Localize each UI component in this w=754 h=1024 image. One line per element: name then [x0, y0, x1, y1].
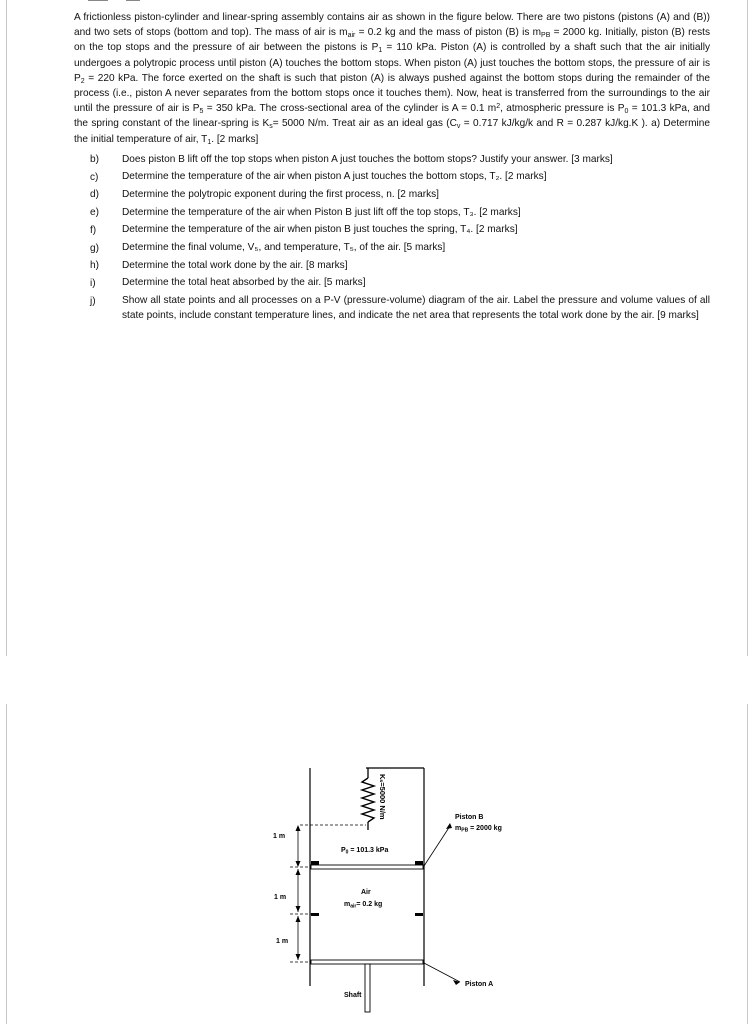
linear-spring — [362, 768, 374, 830]
top-stop-left — [311, 861, 319, 865]
piston-b — [311, 865, 423, 869]
bottom-stop-right — [415, 913, 423, 916]
part-label: c) — [90, 171, 99, 183]
part-text: Determine the temperature of the air when piston B just touches the spring, T₄. [2 marks] — [122, 224, 518, 236]
dimension-label-middle: 1 m — [274, 894, 287, 901]
part-label: e) — [90, 207, 99, 219]
dimension-label-top: 1 m — [273, 833, 286, 840]
part-text: Show all state points and all processes on a P-V (pressure-volume) diagram of the air. Label the pressure and volume values of all state points, include constant temperature lines, and indicate the net area that represents the total work done by the air. [9 marks] — [122, 295, 710, 321]
dimension-label-bottom: 1 m — [276, 938, 289, 945]
air-mass-label: $m_{air}= 0.2$ kg — [344, 901, 383, 910]
arrow-icon — [446, 823, 452, 829]
piston-b-mass-label: $m_{PB} = 2000$ kg — [455, 825, 502, 834]
piston-b-title: Piston B — [455, 814, 484, 821]
arrow-icon — [453, 980, 460, 985]
part-label: j) — [90, 295, 96, 307]
part-text: Determine the temperature of the air when Piston B just lift off the top stops, T₃. [2 marks] — [122, 206, 521, 218]
shaft-label: Shaft — [344, 992, 362, 999]
part-text: Determine the temperature of the air when piston A just touches the bottom stops, T₂. [2 marks] — [122, 171, 547, 183]
piston-b-leader — [424, 826, 450, 866]
spring-constant-label: Kₛ=5000 N/m — [378, 774, 387, 820]
problem-intro: A frictionless piston-cylinder and linear-spring assembly contains air as shown in the figure below. There are two pistons (pistons (A) and (B)) and two sets of stops (bottom and top). The mass of air is $m_{air} = 0.2$ kg and the mass of piston (B) is $m_{PB} = 2000$ kg. Initially, piston (B) rests on the top stops and the pressure of air between the pistons is $P_1 = 110$ kPa. Piston (A) is controlled by a shaft such that the air initially undergoes a polytropic process until piston (A) touches the bottom stops. When piston (A) just touches the bottom stops, the pressure of air is $P_2 = 220$ kPa. The force exerted on the shaft is such that piston (A) is always pushed against the bottom stops during the remainder of the process (i.e., piston A never separates from the bottom stops once it touches them). Now, heat is transferred from the surroundings to the air until the pressure of air is $P_5 = 350$ kPa. The cross-sectional area of the cylinder is A = 0.1 $m^2$, atmospheric pressure is $P_0 = 101.3$ kPa, and the spring constant of the linear-spring is $K_s= 5000$ N/m. Treat air as an ideal gas ($C_v = 0.717$ kJ/kg/k and R = 0.287 kJ/kg.K ). a) Determine the initial temperature of air, $T_1$. [2 marks] — [74, 12, 711, 146]
part-text: Determine the polytropic exponent during the first process, n. [2 marks] — [122, 188, 439, 200]
shaft — [365, 964, 370, 1012]
part-text: Determine the total heat absorbed by the air. [5 marks] — [122, 277, 366, 289]
top-stop-right — [415, 861, 423, 865]
piston-a-leader — [424, 963, 460, 982]
atmospheric-pressure-label: $P_0 = 101.3$ kPa — [341, 847, 389, 856]
piston-a-label: Piston A — [465, 981, 494, 988]
bottom-stop-left — [311, 913, 319, 916]
part-label: h) — [90, 260, 99, 272]
part-text: Determine the total work done by the air. [8 marks] — [122, 259, 348, 271]
part-label: b) — [90, 154, 99, 165]
air-label: Air — [361, 889, 371, 896]
piston-a — [311, 960, 423, 964]
dimension-lines — [290, 825, 366, 962]
part-label: f) — [90, 224, 97, 236]
part-text: Does piston B lift off the top stops when piston A just touches the bottom stops? Justify your answer. [3 marks] — [122, 153, 613, 165]
part-label: g) — [90, 242, 99, 254]
part-label: d) — [90, 189, 99, 201]
part-text: Determine the final volume, V₅, and temperature, T₅, of the air. [5 marks] — [122, 242, 446, 254]
part-label: i) — [90, 277, 96, 289]
